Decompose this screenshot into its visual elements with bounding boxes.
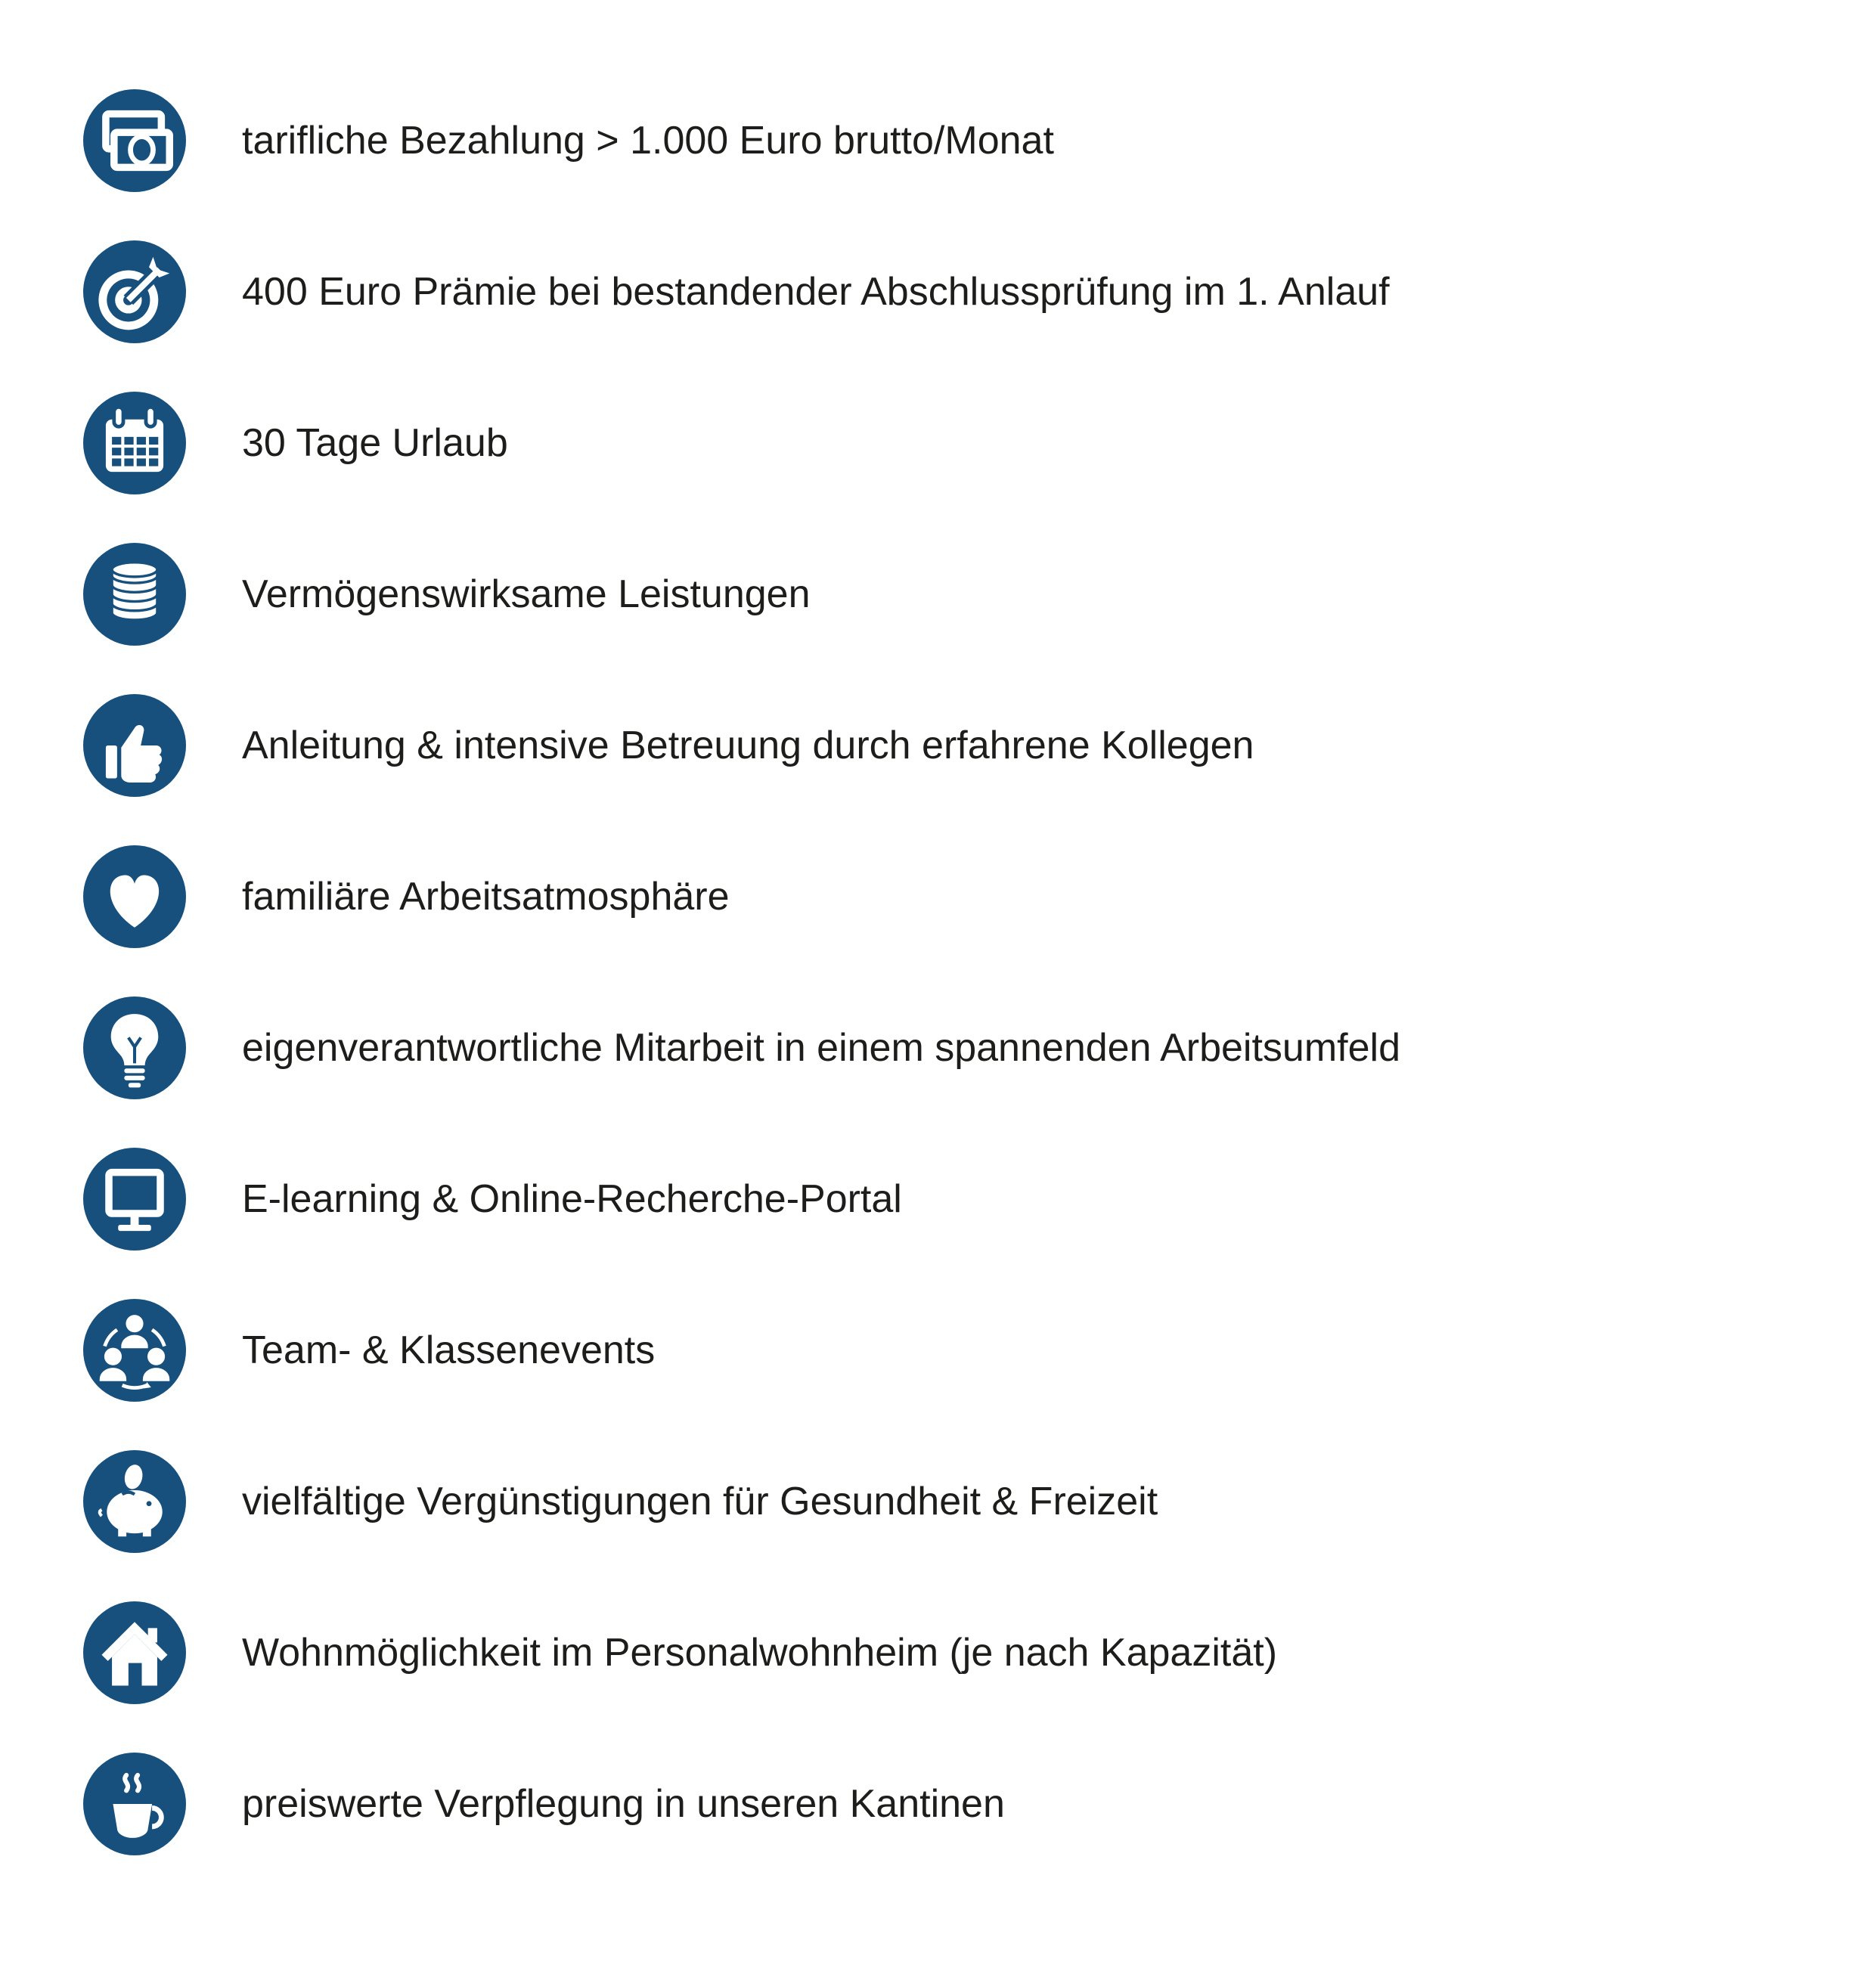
benefit-label: vielfältige Vergünstigungen für Gesundheit & Freizeit xyxy=(242,1479,1158,1523)
benefit-row xyxy=(83,1728,1846,1880)
lightbulb-icon xyxy=(83,996,186,1099)
benefit-label: Vermögenswirksame Leistungen xyxy=(242,572,811,616)
benefit-label: E-learning & Online-Recherche-Portal xyxy=(242,1176,902,1221)
benefits-list xyxy=(83,65,1846,1880)
benefit-label: preiswerte Verpflegung in unseren Kantinen xyxy=(242,1781,1005,1826)
benefit-label: 30 Tage Urlaub xyxy=(242,420,508,465)
benefit-row xyxy=(83,1124,1846,1275)
thumbs-up-icon xyxy=(83,694,186,797)
target-dart-icon xyxy=(83,240,186,343)
benefit-row xyxy=(83,216,1846,367)
benefit-row xyxy=(83,519,1846,670)
benefit-label: eigenverantwortliche Mitarbeit in einem spannenden Arbeitsumfeld xyxy=(242,1025,1400,1070)
benefit-row xyxy=(83,367,1846,519)
benefit-label: familiäre Arbeitsatmosphäre xyxy=(242,874,730,919)
benefit-label: tarifliche Bezahlung > 1.000 Euro brutto/Monat xyxy=(242,118,1054,163)
banknotes-icon xyxy=(83,89,186,192)
benefit-label: Team- & Klassenevents xyxy=(242,1328,656,1372)
piggy-bank-icon xyxy=(83,1450,186,1553)
benefit-row xyxy=(83,670,1846,821)
benefit-row xyxy=(83,65,1846,216)
benefit-row xyxy=(83,1577,1846,1728)
coin-stack-icon xyxy=(83,543,186,646)
calendar-icon xyxy=(83,392,186,494)
benefit-label: Wohnmöglichkeit im Personalwohnheim (je nach Kapazität) xyxy=(242,1630,1278,1675)
benefit-label: Anleitung & intensive Betreuung durch erfahrene Kollegen xyxy=(242,723,1254,767)
coffee-cup-icon xyxy=(83,1753,186,1855)
house-icon xyxy=(83,1601,186,1704)
benefit-row xyxy=(83,972,1846,1124)
benefit-row xyxy=(83,1275,1846,1426)
heart-icon xyxy=(83,845,186,948)
team-icon xyxy=(83,1299,186,1402)
benefit-row xyxy=(83,821,1846,972)
monitor-icon xyxy=(83,1148,186,1251)
benefit-label: 400 Euro Prämie bei bestandender Abschlussprüfung im 1. Anlauf xyxy=(242,269,1390,314)
benefit-row xyxy=(83,1426,1846,1577)
